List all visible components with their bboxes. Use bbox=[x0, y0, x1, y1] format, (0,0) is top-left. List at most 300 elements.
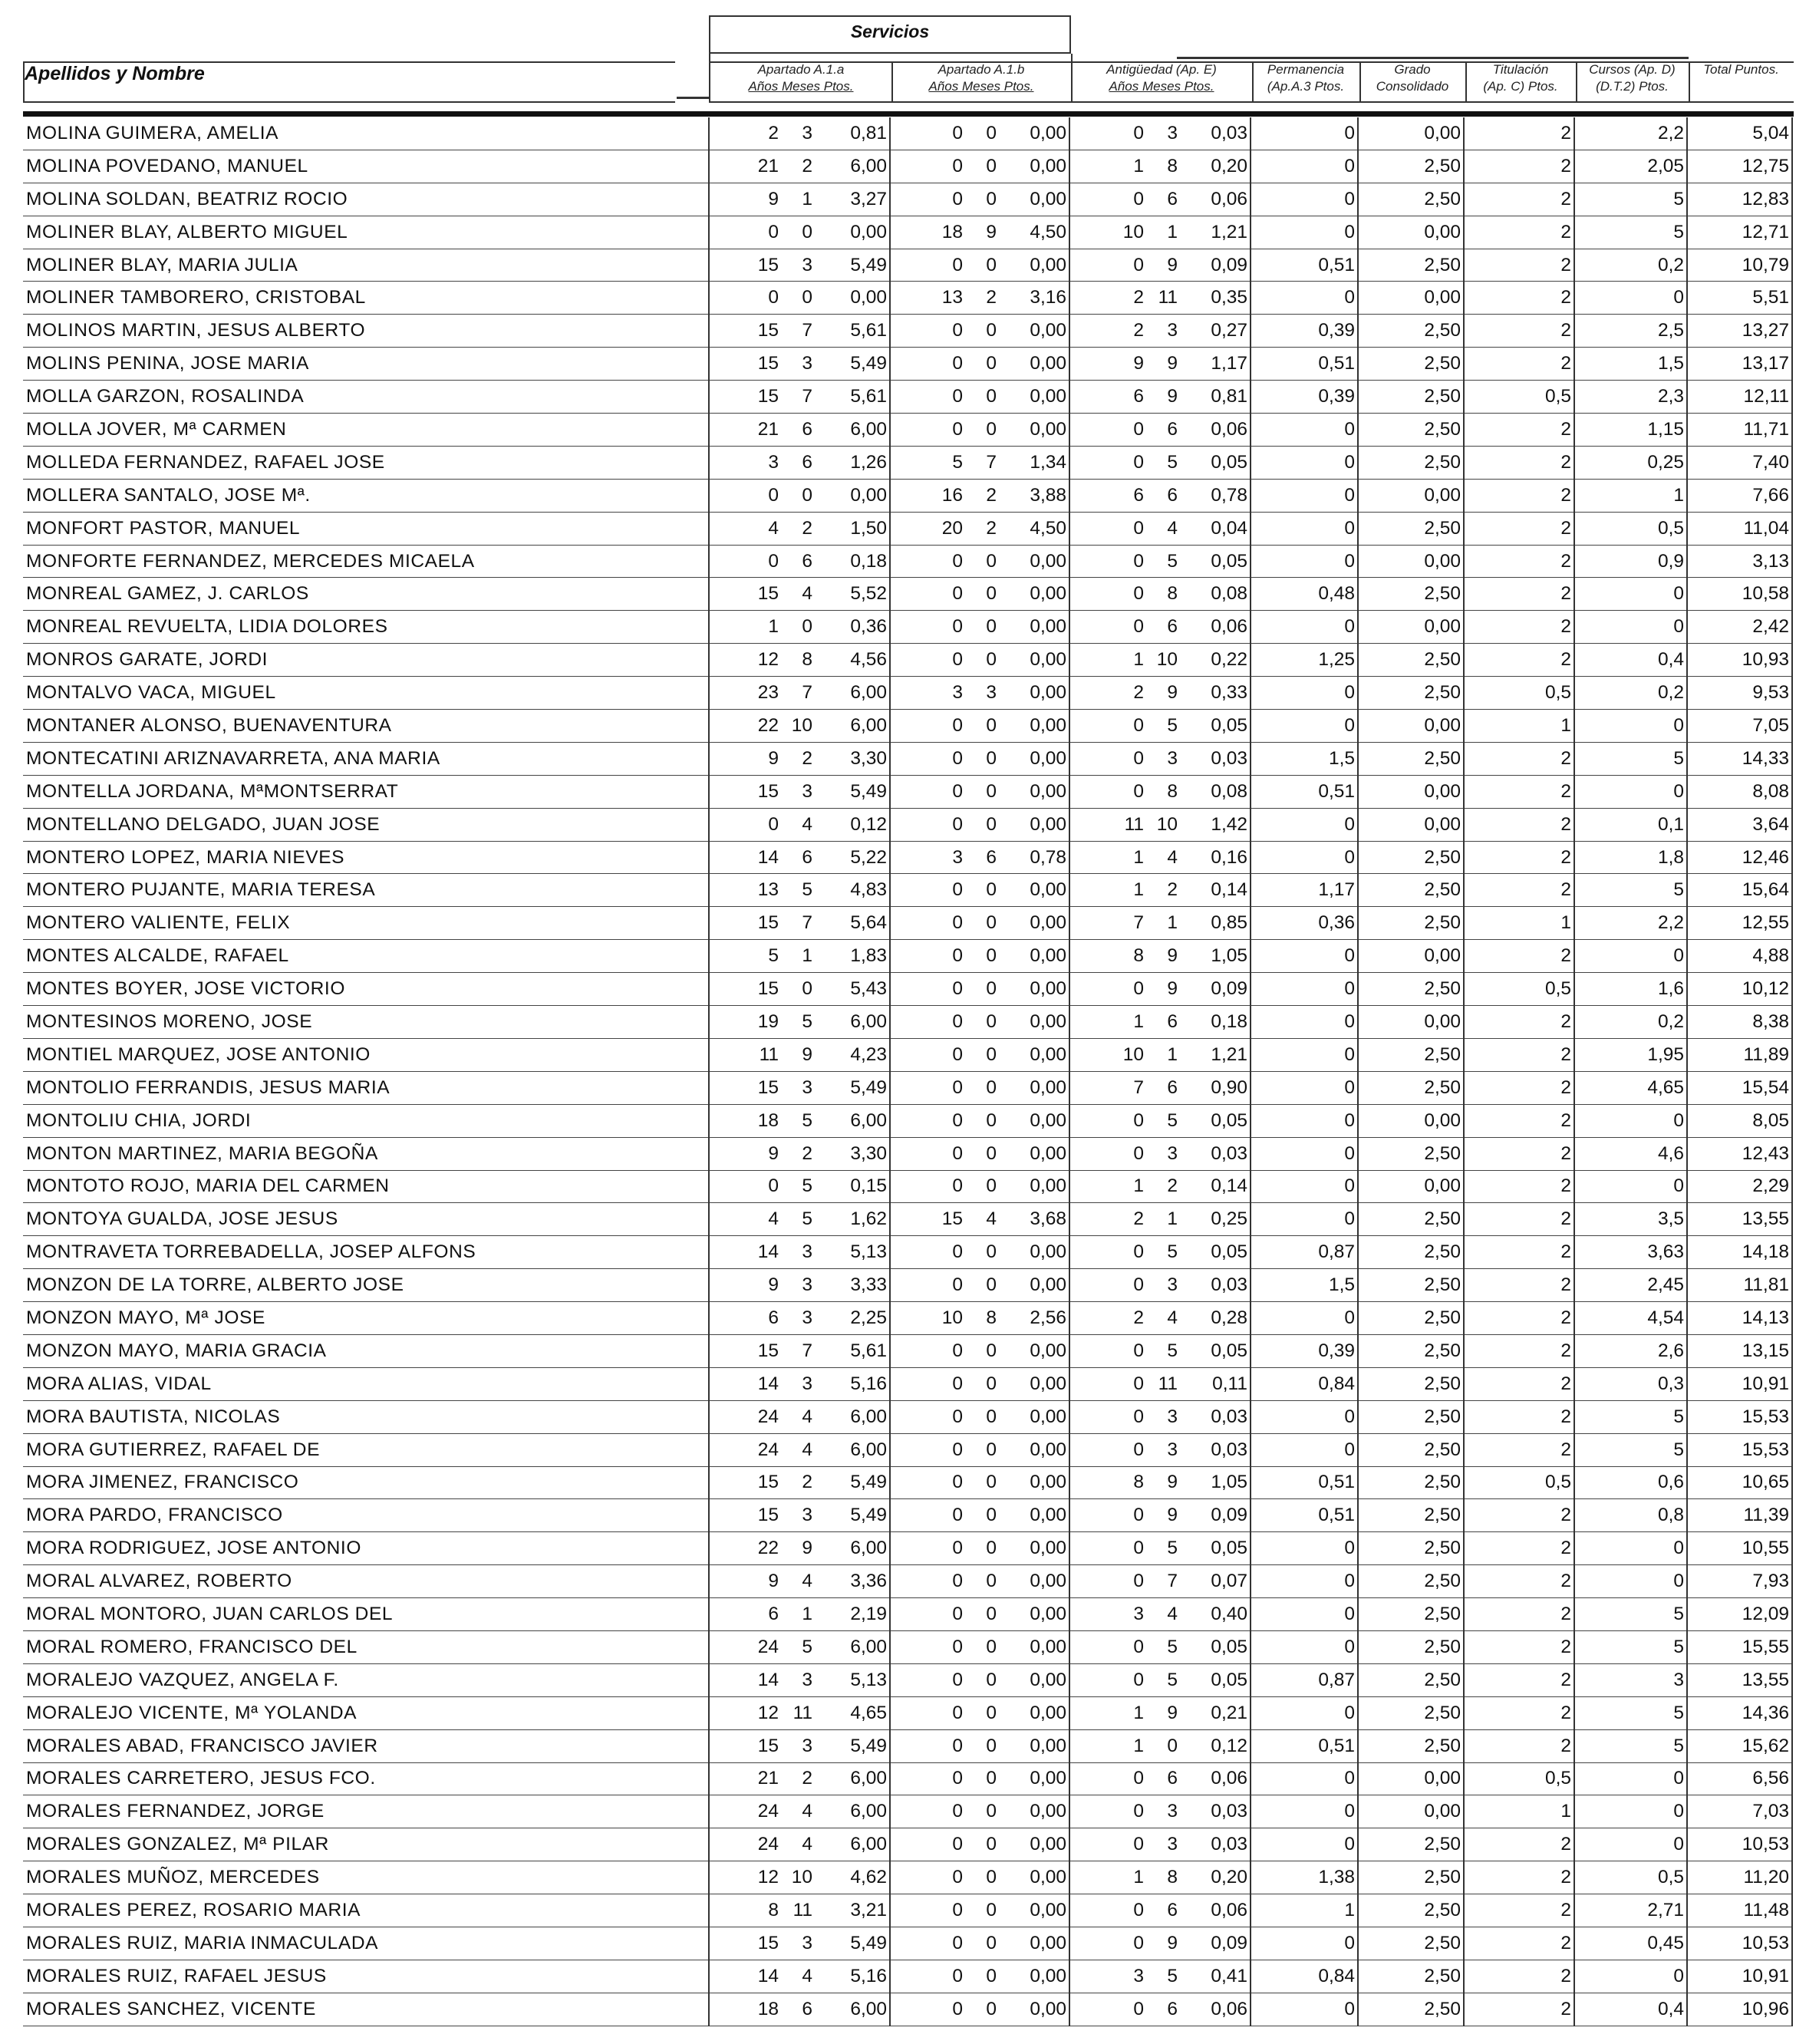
cell-cursos: 5 bbox=[1574, 1598, 1687, 1631]
cell-a1b-years: 0 bbox=[890, 1499, 963, 1532]
cell-ant-years: 0 bbox=[1069, 1762, 1144, 1795]
cell-cursos: 5 bbox=[1574, 1630, 1687, 1663]
cell-grado: 2,50 bbox=[1358, 446, 1464, 479]
cell-ant-months: 9 bbox=[1144, 940, 1178, 973]
cell-ant-points: 0,05 bbox=[1178, 1104, 1251, 1137]
cell-ant-months: 9 bbox=[1144, 1499, 1178, 1532]
table-row bbox=[23, 1663, 1792, 1696]
table-row bbox=[23, 183, 1792, 216]
cell-titulacion: 2 bbox=[1464, 1302, 1574, 1335]
cell-name: MOLLEDA FERNANDEZ, RAFAEL JOSE bbox=[23, 446, 709, 479]
cell-total: 15,62 bbox=[1687, 1729, 1792, 1762]
cell-a1a-points: 5,49 bbox=[812, 348, 890, 381]
cell-a1a-months: 4 bbox=[779, 1960, 812, 1993]
cell-cursos: 2,45 bbox=[1574, 1269, 1687, 1302]
table-row bbox=[23, 1433, 1792, 1466]
header-separator bbox=[23, 111, 1794, 117]
cell-ant-points: 1,05 bbox=[1178, 940, 1251, 973]
cell-name: MORALES MUÑOZ, MERCEDES bbox=[23, 1861, 709, 1894]
cell-permanencia: 0,51 bbox=[1251, 1499, 1358, 1532]
cell-ant-months: 0 bbox=[1144, 1729, 1178, 1762]
cell-a1a-years: 14 bbox=[709, 1663, 779, 1696]
cell-ant-points: 1,05 bbox=[1178, 1466, 1251, 1499]
cell-a1a-years: 24 bbox=[709, 1400, 779, 1433]
cell-a1a-points: 3,36 bbox=[812, 1565, 890, 1598]
cell-a1a-points: 6,00 bbox=[812, 1433, 890, 1466]
cell-a1b-points: 4,50 bbox=[997, 512, 1069, 545]
cell-a1b-points: 0,00 bbox=[997, 1038, 1069, 1071]
cell-a1a-points: 6,00 bbox=[812, 1762, 890, 1795]
cell-cursos: 5 bbox=[1574, 1729, 1687, 1762]
cell-name: MONTALVO VACA, MIGUEL bbox=[23, 677, 709, 710]
cell-permanencia: 0,84 bbox=[1251, 1367, 1358, 1400]
cell-ant-years: 2 bbox=[1069, 1203, 1144, 1236]
cell-a1b-points: 0,00 bbox=[997, 1104, 1069, 1137]
cell-ant-months: 10 bbox=[1144, 808, 1178, 841]
cell-titulacion: 1 bbox=[1464, 907, 1574, 940]
cell-permanencia: 0 bbox=[1251, 1400, 1358, 1433]
cell-permanencia: 0 bbox=[1251, 710, 1358, 743]
cell-titulacion: 2 bbox=[1464, 216, 1574, 249]
header-rule bbox=[709, 101, 1794, 103]
cell-grado: 0,00 bbox=[1358, 1104, 1464, 1137]
cell-a1a-points: 6,00 bbox=[812, 677, 890, 710]
cell-a1b-years: 0 bbox=[890, 742, 963, 775]
cell-permanencia: 1,38 bbox=[1251, 1861, 1358, 1894]
cell-permanencia: 0 bbox=[1251, 1795, 1358, 1828]
cell-a1b-years: 0 bbox=[890, 348, 963, 381]
table-row bbox=[23, 117, 1792, 150]
cell-permanencia: 0 bbox=[1251, 1038, 1358, 1071]
cell-total: 5,04 bbox=[1687, 117, 1792, 150]
cell-permanencia: 0 bbox=[1251, 446, 1358, 479]
table-row bbox=[23, 808, 1792, 841]
cell-ant-years: 0 bbox=[1069, 578, 1144, 611]
cell-ant-months: 8 bbox=[1144, 1861, 1178, 1894]
cell-titulacion: 2 bbox=[1464, 841, 1574, 874]
cell-ant-months: 6 bbox=[1144, 611, 1178, 644]
cell-a1b-points: 0,00 bbox=[997, 808, 1069, 841]
cell-grado: 0,00 bbox=[1358, 940, 1464, 973]
cell-a1b-points: 0,00 bbox=[997, 742, 1069, 775]
cell-name: MORALES GONZALEZ, Mª PILAR bbox=[23, 1828, 709, 1861]
cell-ant-points: 0,28 bbox=[1178, 1302, 1251, 1335]
cell-ant-months: 2 bbox=[1144, 1170, 1178, 1203]
cell-a1b-years: 0 bbox=[890, 1696, 963, 1729]
table-row bbox=[23, 282, 1792, 315]
cell-ant-points: 0,35 bbox=[1178, 282, 1251, 315]
cell-ant-years: 1 bbox=[1069, 1170, 1144, 1203]
cell-a1a-months: 2 bbox=[779, 150, 812, 183]
cell-a1a-months: 5 bbox=[779, 874, 812, 907]
cell-name: MONTOLIO FERRANDIS, JESUS MARIA bbox=[23, 1071, 709, 1104]
cell-ant-years: 3 bbox=[1069, 1960, 1144, 1993]
cell-grado: 2,50 bbox=[1358, 1038, 1464, 1071]
table-row bbox=[23, 1269, 1792, 1302]
cell-a1b-points: 0,00 bbox=[997, 775, 1069, 808]
cell-a1a-points: 3,30 bbox=[812, 742, 890, 775]
cell-ant-points: 0,40 bbox=[1178, 1598, 1251, 1631]
cell-a1a-years: 15 bbox=[709, 1466, 779, 1499]
cell-permanencia: 0,87 bbox=[1251, 1236, 1358, 1269]
cell-a1a-points: 5,61 bbox=[812, 1334, 890, 1367]
cell-a1a-points: 3,27 bbox=[812, 183, 890, 216]
cell-a1a-months: 6 bbox=[779, 414, 812, 447]
cell-a1a-points: 5,13 bbox=[812, 1663, 890, 1696]
cell-a1a-months: 11 bbox=[779, 1696, 812, 1729]
table-row bbox=[23, 1499, 1792, 1532]
cell-a1b-years: 0 bbox=[890, 1071, 963, 1104]
cell-a1b-months: 0 bbox=[963, 1104, 997, 1137]
cell-cursos: 0 bbox=[1574, 775, 1687, 808]
table-row bbox=[23, 1828, 1792, 1861]
cell-total: 11,89 bbox=[1687, 1038, 1792, 1071]
cell-a1a-points: 3,30 bbox=[812, 1137, 890, 1170]
cell-a1a-months: 8 bbox=[779, 644, 812, 677]
cell-titulacion: 2 bbox=[1464, 1137, 1574, 1170]
header-permanencia: Permanencia (Ap.A.3 Ptos. bbox=[1267, 62, 1345, 94]
cell-a1a-years: 12 bbox=[709, 644, 779, 677]
table-row bbox=[23, 1334, 1792, 1367]
cell-a1b-years: 0 bbox=[890, 1006, 963, 1039]
cell-a1b-points: 0,00 bbox=[997, 1269, 1069, 1302]
cell-name: MOLINA SOLDAN, BEATRIZ ROCIO bbox=[23, 183, 709, 216]
cell-ant-years: 9 bbox=[1069, 348, 1144, 381]
table-row bbox=[23, 578, 1792, 611]
cell-permanencia: 0 bbox=[1251, 1532, 1358, 1565]
cell-a1a-points: 5,43 bbox=[812, 973, 890, 1006]
cell-a1a-points: 3,21 bbox=[812, 1894, 890, 1927]
cell-a1a-years: 15 bbox=[709, 907, 779, 940]
cell-a1a-years: 21 bbox=[709, 1762, 779, 1795]
cell-a1a-months: 3 bbox=[779, 249, 812, 282]
cell-a1a-months: 7 bbox=[779, 677, 812, 710]
cell-a1a-years: 15 bbox=[709, 1499, 779, 1532]
cell-ant-months: 3 bbox=[1144, 1400, 1178, 1433]
cell-a1b-points: 0,00 bbox=[997, 907, 1069, 940]
cell-total: 13,27 bbox=[1687, 315, 1792, 348]
cell-cursos: 5 bbox=[1574, 742, 1687, 775]
cell-ant-years: 0 bbox=[1069, 1663, 1144, 1696]
cell-a1b-points: 0,00 bbox=[997, 1795, 1069, 1828]
cell-cursos: 2,6 bbox=[1574, 1334, 1687, 1367]
cell-grado: 2,50 bbox=[1358, 578, 1464, 611]
cell-a1b-years: 0 bbox=[890, 1795, 963, 1828]
cell-ant-months: 3 bbox=[1144, 1828, 1178, 1861]
cell-grado: 2,50 bbox=[1358, 1861, 1464, 1894]
cell-ant-points: 0,12 bbox=[1178, 1729, 1251, 1762]
cell-total: 11,48 bbox=[1687, 1894, 1792, 1927]
cell-a1a-months: 3 bbox=[779, 1302, 812, 1335]
cell-ant-points: 1,21 bbox=[1178, 1038, 1251, 1071]
cell-grado: 2,50 bbox=[1358, 1828, 1464, 1861]
cell-ant-points: 0,05 bbox=[1178, 1630, 1251, 1663]
cell-a1b-years: 13 bbox=[890, 282, 963, 315]
cell-ant-years: 0 bbox=[1069, 1334, 1144, 1367]
cell-ant-points: 0,06 bbox=[1178, 183, 1251, 216]
table-row bbox=[23, 1170, 1792, 1203]
cell-ant-months: 9 bbox=[1144, 677, 1178, 710]
cell-a1b-points: 0,00 bbox=[997, 150, 1069, 183]
cell-total: 12,71 bbox=[1687, 216, 1792, 249]
cell-a1a-months: 3 bbox=[779, 1499, 812, 1532]
cell-a1b-years: 0 bbox=[890, 1334, 963, 1367]
cell-a1b-years: 0 bbox=[890, 1927, 963, 1960]
cell-total: 10,53 bbox=[1687, 1828, 1792, 1861]
cell-ant-points: 0,27 bbox=[1178, 315, 1251, 348]
cell-a1b-months: 0 bbox=[963, 1466, 997, 1499]
table-row bbox=[23, 1137, 1792, 1170]
cell-a1a-years: 9 bbox=[709, 1565, 779, 1598]
cell-a1b-months: 0 bbox=[963, 742, 997, 775]
cell-ant-points: 0,22 bbox=[1178, 644, 1251, 677]
cell-a1a-years: 15 bbox=[709, 1729, 779, 1762]
cell-titulacion: 2 bbox=[1464, 1696, 1574, 1729]
cell-permanencia: 0 bbox=[1251, 183, 1358, 216]
cell-a1a-months: 3 bbox=[779, 1269, 812, 1302]
cell-permanencia: 0,51 bbox=[1251, 775, 1358, 808]
cell-name: MOLINOS MARTIN, JESUS ALBERTO bbox=[23, 315, 709, 348]
cell-name: MORAL MONTORO, JUAN CARLOS DEL bbox=[23, 1598, 709, 1631]
table-row bbox=[23, 973, 1792, 1006]
header-titulacion: Titulación (Ap. C) Ptos. bbox=[1483, 62, 1558, 94]
cell-permanencia: 0,87 bbox=[1251, 1663, 1358, 1696]
cell-name: MORALES SANCHEZ, VICENTE bbox=[23, 1993, 709, 2026]
cell-a1a-years: 15 bbox=[709, 578, 779, 611]
cell-cursos: 2,5 bbox=[1574, 315, 1687, 348]
cell-a1b-years: 0 bbox=[890, 973, 963, 1006]
cell-a1a-points: 4,83 bbox=[812, 874, 890, 907]
cell-grado: 2,50 bbox=[1358, 1203, 1464, 1236]
cell-cursos: 0 bbox=[1574, 1104, 1687, 1137]
cell-a1b-points: 0,00 bbox=[997, 1334, 1069, 1367]
table-row bbox=[23, 611, 1792, 644]
cell-ant-years: 7 bbox=[1069, 907, 1144, 940]
cell-permanencia: 0 bbox=[1251, 479, 1358, 512]
cell-a1a-points: 6,00 bbox=[812, 1400, 890, 1433]
cell-a1a-months: 7 bbox=[779, 907, 812, 940]
cell-total: 9,53 bbox=[1687, 677, 1792, 710]
cell-ant-points: 0,08 bbox=[1178, 578, 1251, 611]
cell-titulacion: 0,5 bbox=[1464, 1466, 1574, 1499]
table-row bbox=[23, 1203, 1792, 1236]
cell-a1b-months: 0 bbox=[963, 907, 997, 940]
cell-a1b-years: 0 bbox=[890, 1400, 963, 1433]
cell-a1b-years: 0 bbox=[890, 1729, 963, 1762]
table-row bbox=[23, 315, 1792, 348]
table-row bbox=[23, 1071, 1792, 1104]
cell-total: 12,11 bbox=[1687, 381, 1792, 414]
cell-name: MONTOLIU CHIA, JORDI bbox=[23, 1104, 709, 1137]
cell-titulacion: 2 bbox=[1464, 1663, 1574, 1696]
cell-cursos: 5 bbox=[1574, 1400, 1687, 1433]
cell-a1b-points: 0,00 bbox=[997, 1400, 1069, 1433]
cell-a1b-points: 0,00 bbox=[997, 940, 1069, 973]
cell-a1b-points: 0,78 bbox=[997, 841, 1069, 874]
cell-a1b-points: 0,00 bbox=[997, 611, 1069, 644]
cell-a1a-months: 6 bbox=[779, 1993, 812, 2026]
cell-ant-years: 6 bbox=[1069, 479, 1144, 512]
cell-permanencia: 0,51 bbox=[1251, 348, 1358, 381]
cell-a1a-months: 4 bbox=[779, 578, 812, 611]
servicios-header: Servicios bbox=[709, 15, 1071, 54]
cell-a1b-points: 2,56 bbox=[997, 1302, 1069, 1335]
cell-ant-months: 9 bbox=[1144, 348, 1178, 381]
cell-ant-months: 11 bbox=[1144, 1367, 1178, 1400]
cell-a1b-points: 0,00 bbox=[997, 1565, 1069, 1598]
cell-a1b-months: 0 bbox=[963, 1762, 997, 1795]
cell-ant-months: 8 bbox=[1144, 150, 1178, 183]
cell-a1b-months: 0 bbox=[963, 150, 997, 183]
cell-a1a-years: 1 bbox=[709, 611, 779, 644]
cell-name: MORA JIMENEZ, FRANCISCO bbox=[23, 1466, 709, 1499]
cell-cursos: 0 bbox=[1574, 1532, 1687, 1565]
table-row bbox=[23, 1104, 1792, 1137]
cell-a1a-points: 2,19 bbox=[812, 1598, 890, 1631]
cell-grado: 2,50 bbox=[1358, 907, 1464, 940]
cell-a1a-years: 3 bbox=[709, 446, 779, 479]
cell-total: 8,38 bbox=[1687, 1006, 1792, 1039]
cell-a1b-points: 3,68 bbox=[997, 1203, 1069, 1236]
header-rule bbox=[1177, 57, 1689, 59]
cell-a1b-points: 0,00 bbox=[997, 414, 1069, 447]
cell-grado: 2,50 bbox=[1358, 973, 1464, 1006]
cell-a1b-months: 2 bbox=[963, 479, 997, 512]
cell-a1a-months: 3 bbox=[779, 117, 812, 150]
cell-a1a-years: 9 bbox=[709, 1137, 779, 1170]
cell-ant-years: 1 bbox=[1069, 1006, 1144, 1039]
cell-a1b-years: 0 bbox=[890, 1466, 963, 1499]
cell-total: 2,42 bbox=[1687, 611, 1792, 644]
cell-name: MOLLA JOVER, Mª CARMEN bbox=[23, 414, 709, 447]
cell-ant-points: 0,06 bbox=[1178, 1894, 1251, 1927]
cell-titulacion: 2 bbox=[1464, 775, 1574, 808]
cell-grado: 2,50 bbox=[1358, 1663, 1464, 1696]
cell-a1b-months: 0 bbox=[963, 1170, 997, 1203]
cell-a1b-years: 0 bbox=[890, 578, 963, 611]
cell-a1a-months: 4 bbox=[779, 1565, 812, 1598]
cell-a1a-points: 0,00 bbox=[812, 216, 890, 249]
cell-grado: 2,50 bbox=[1358, 1960, 1464, 1993]
cell-permanencia: 0,51 bbox=[1251, 1466, 1358, 1499]
cell-ant-years: 0 bbox=[1069, 1499, 1144, 1532]
cell-grado: 2,50 bbox=[1358, 1894, 1464, 1927]
cell-grado: 0,00 bbox=[1358, 216, 1464, 249]
cell-ant-points: 0,03 bbox=[1178, 1269, 1251, 1302]
cell-a1a-months: 4 bbox=[779, 1828, 812, 1861]
cell-a1a-years: 15 bbox=[709, 1334, 779, 1367]
cell-ant-points: 0,07 bbox=[1178, 1565, 1251, 1598]
cell-total: 12,09 bbox=[1687, 1598, 1792, 1631]
cell-titulacion: 2 bbox=[1464, 1630, 1574, 1663]
cell-a1b-points: 0,00 bbox=[997, 578, 1069, 611]
cell-a1b-months: 0 bbox=[963, 1565, 997, 1598]
cell-a1b-months: 0 bbox=[963, 1696, 997, 1729]
cell-a1b-points: 0,00 bbox=[997, 249, 1069, 282]
cell-a1a-months: 2 bbox=[779, 1137, 812, 1170]
cell-a1a-years: 4 bbox=[709, 512, 779, 545]
header-apartado-a1a: Apartado A.1.a Años Meses Ptos. bbox=[748, 62, 854, 94]
cell-a1b-points: 1,34 bbox=[997, 446, 1069, 479]
cell-permanencia: 0 bbox=[1251, 1203, 1358, 1236]
cell-titulacion: 2 bbox=[1464, 1006, 1574, 1039]
cell-ant-points: 0,14 bbox=[1178, 1170, 1251, 1203]
cell-titulacion: 2 bbox=[1464, 611, 1574, 644]
cell-a1a-points: 4,65 bbox=[812, 1696, 890, 1729]
cell-name: MONTERO PUJANTE, MARIA TERESA bbox=[23, 874, 709, 907]
cell-a1b-years: 0 bbox=[890, 1630, 963, 1663]
cell-ant-months: 5 bbox=[1144, 1104, 1178, 1137]
cell-ant-months: 5 bbox=[1144, 1236, 1178, 1269]
cell-ant-months: 5 bbox=[1144, 1960, 1178, 1993]
cell-grado: 0,00 bbox=[1358, 1006, 1464, 1039]
cell-total: 12,43 bbox=[1687, 1137, 1792, 1170]
cell-a1b-months: 0 bbox=[963, 644, 997, 677]
cell-a1a-points: 5,49 bbox=[812, 1499, 890, 1532]
cell-total: 10,65 bbox=[1687, 1466, 1792, 1499]
cell-a1a-points: 6,00 bbox=[812, 1006, 890, 1039]
cell-a1b-points: 0,00 bbox=[997, 1433, 1069, 1466]
cell-ant-months: 5 bbox=[1144, 1334, 1178, 1367]
cell-a1a-years: 6 bbox=[709, 1598, 779, 1631]
cell-a1b-months: 0 bbox=[963, 1663, 997, 1696]
cell-ant-years: 0 bbox=[1069, 183, 1144, 216]
cell-grado: 2,50 bbox=[1358, 1236, 1464, 1269]
cell-ant-points: 0,03 bbox=[1178, 1433, 1251, 1466]
cell-a1a-points: 0,18 bbox=[812, 545, 890, 578]
cell-name: MONTELLANO DELGADO, JUAN JOSE bbox=[23, 808, 709, 841]
cell-total: 12,46 bbox=[1687, 841, 1792, 874]
cell-a1a-points: 5,49 bbox=[812, 1466, 890, 1499]
cell-a1b-months: 0 bbox=[963, 1071, 997, 1104]
cell-ant-points: 0,06 bbox=[1178, 414, 1251, 447]
cell-ant-months: 1 bbox=[1144, 216, 1178, 249]
cell-a1b-months: 0 bbox=[963, 940, 997, 973]
cell-ant-years: 0 bbox=[1069, 710, 1144, 743]
table-row bbox=[23, 381, 1792, 414]
cell-titulacion: 2 bbox=[1464, 1993, 1574, 2026]
cell-ant-months: 4 bbox=[1144, 1598, 1178, 1631]
cell-cursos: 5 bbox=[1574, 183, 1687, 216]
cell-permanencia: 0 bbox=[1251, 1828, 1358, 1861]
cell-ant-years: 0 bbox=[1069, 1993, 1144, 2026]
cell-total: 14,13 bbox=[1687, 1302, 1792, 1335]
cell-ant-points: 0,78 bbox=[1178, 479, 1251, 512]
cell-ant-months: 5 bbox=[1144, 710, 1178, 743]
cell-name: MORALES FERNANDEZ, JORGE bbox=[23, 1795, 709, 1828]
cell-titulacion: 2 bbox=[1464, 1598, 1574, 1631]
cell-ant-points: 1,17 bbox=[1178, 348, 1251, 381]
cell-titulacion: 2 bbox=[1464, 545, 1574, 578]
cell-a1a-years: 21 bbox=[709, 414, 779, 447]
cell-a1b-years: 0 bbox=[890, 1861, 963, 1894]
cell-ant-years: 1 bbox=[1069, 644, 1144, 677]
cell-a1b-years: 0 bbox=[890, 117, 963, 150]
cell-ant-points: 0,06 bbox=[1178, 1762, 1251, 1795]
cell-total: 12,55 bbox=[1687, 907, 1792, 940]
cell-a1a-years: 15 bbox=[709, 249, 779, 282]
cell-a1a-years: 15 bbox=[709, 381, 779, 414]
cell-titulacion: 2 bbox=[1464, 348, 1574, 381]
cell-a1b-years: 0 bbox=[890, 1104, 963, 1137]
cell-cursos: 5 bbox=[1574, 1433, 1687, 1466]
cell-permanencia: 0 bbox=[1251, 117, 1358, 150]
cell-ant-months: 6 bbox=[1144, 479, 1178, 512]
cell-name: MORALES RUIZ, MARIA INMACULADA bbox=[23, 1927, 709, 1960]
cell-a1b-points: 0,00 bbox=[997, 1466, 1069, 1499]
cell-a1a-years: 13 bbox=[709, 874, 779, 907]
cell-ant-months: 7 bbox=[1144, 1565, 1178, 1598]
